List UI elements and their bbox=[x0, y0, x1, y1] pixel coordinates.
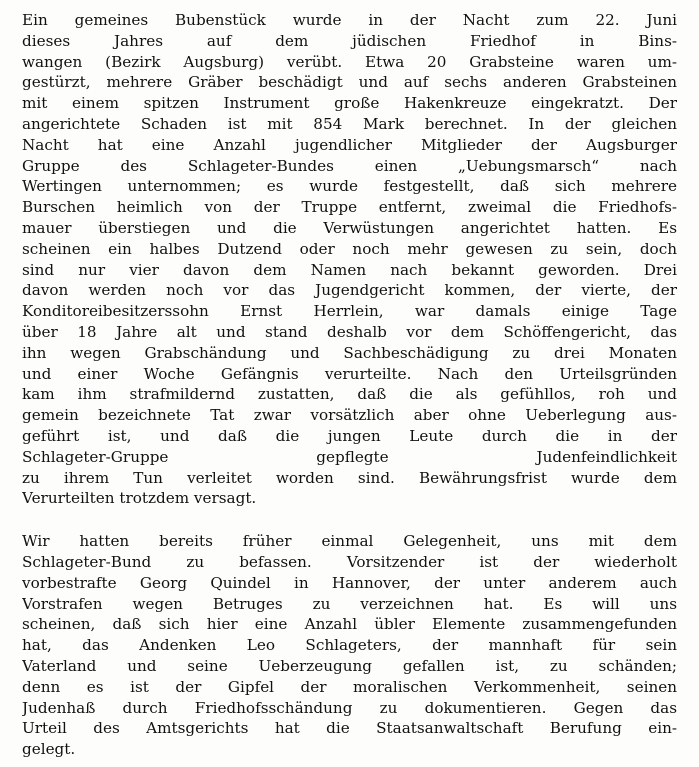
text-line: sind nur vier davon dem Namen nach bekannt geworden. Drei bbox=[22, 260, 677, 279]
text-line: Burschen heimlich von der Truppe entfernt, zweimal die Friedhofs- bbox=[22, 198, 677, 217]
text-line: Ein gemeines Bubenstück wurde in der Nacht zum 22. Juni bbox=[22, 11, 677, 29]
text-line: mit einem spitzen Instrument große Hakenkreuze eingekratzt. Der bbox=[22, 94, 677, 113]
text-line: davon werden noch vor das Jugendgericht kommen, der vierte, der bbox=[22, 281, 677, 300]
text-line: Gruppe des Schlageter-Bundes einen „Uebungsmarsch“ nach bbox=[22, 156, 677, 175]
text-line: Schlageter-Gruppe gepflegte Judenfeindlichkeit bbox=[22, 447, 677, 466]
text-line: Judenhaß durch Friedhofsschändung zu dokumentieren. Gegen das bbox=[22, 698, 677, 717]
text-line: kam ihm strafmildernd zustatten, daß die als gefühllos, roh und bbox=[22, 385, 677, 404]
text-line: mauer überstiegen und die Verwüstungen angerichtet hatten. Es bbox=[22, 218, 677, 237]
text-line: Wir hatten bereits früher einmal Gelegenheit, uns mit dem bbox=[22, 532, 677, 551]
text-line: wangen (Bezirk Augsburg) verübt. Etwa 20 Grabsteine waren um- bbox=[22, 52, 677, 71]
article-paragraph-1 bbox=[22, 10, 677, 509]
article-paragraph-2 bbox=[22, 531, 677, 760]
text-line: Schlageter-Bund zu befassen. Vorsitzender ist der wiederholt bbox=[22, 552, 677, 571]
text-line: Vorstrafen wegen Betruges zu verzeichnen hat. Es will uns bbox=[22, 594, 677, 613]
text-line: zu ihrem Tun verleitet worden sind. Bewährungsfrist wurde dem bbox=[22, 468, 677, 487]
text-line: Nacht hat eine Anzahl jugendlicher Mitglieder der Augsburger bbox=[22, 135, 677, 154]
text-line: denn es ist der Gipfel der moralischen Verkommenheit, seinen bbox=[22, 677, 677, 696]
text-line: angerichtete Schaden ist mit 854 Mark berechnet. In der gleichen bbox=[22, 114, 677, 133]
text-line: scheinen, daß sich hier eine Anzahl übler Elemente zusammengefunden bbox=[22, 615, 677, 634]
text-line: gelegt. bbox=[22, 740, 76, 759]
text-line: und einer Woche Gefängnis verurteilte. Nach den Urteilsgründen bbox=[22, 364, 677, 383]
text-line: über 18 Jahre alt und stand deshalb vor dem Schöffengericht, das bbox=[22, 322, 677, 341]
text-line: dieses Jahres auf dem jüdischen Friedhof in Bins- bbox=[22, 31, 677, 50]
text-line: Vaterland und seine Ueberzeugung gefallen ist, zu schänden; bbox=[22, 656, 677, 675]
text-line: ihn wegen Grabschändung und Sachbeschädigung zu drei Monaten bbox=[22, 343, 677, 362]
text-line: Konditoreibesitzerssohn Ernst Herrlein, war damals einige Tage bbox=[22, 302, 677, 321]
text-line: gemein bezeichnete Tat zwar vorsätzlich aber ohne Ueberlegung aus- bbox=[22, 406, 677, 425]
text-line: scheinen ein halbes Dutzend oder noch mehr gewesen zu sein, doch bbox=[22, 239, 677, 258]
text-line: hat, das Andenken Leo Schlageters, der mannhaft für sein bbox=[22, 636, 677, 655]
text-line: Urteil des Amtsgerichts hat die Staatsanwaltschaft Berufung ein- bbox=[22, 719, 677, 738]
paragraph-divider bbox=[22, 509, 677, 531]
text-line: Wertingen unternommen; es wurde festgestellt, daß sich mehrere bbox=[22, 177, 677, 196]
text-line: geführt ist, und daß die jungen Leute durch die in der bbox=[22, 426, 677, 445]
text-line: vorbestrafte Georg Quindel in Hannover, der unter anderem auch bbox=[22, 573, 677, 592]
text-line: gestürzt, mehrere Gräber beschädigt und auf sechs anderen Grabsteinen bbox=[22, 73, 677, 92]
text-line: Verurteilten trotzdem versagt. bbox=[22, 489, 257, 508]
